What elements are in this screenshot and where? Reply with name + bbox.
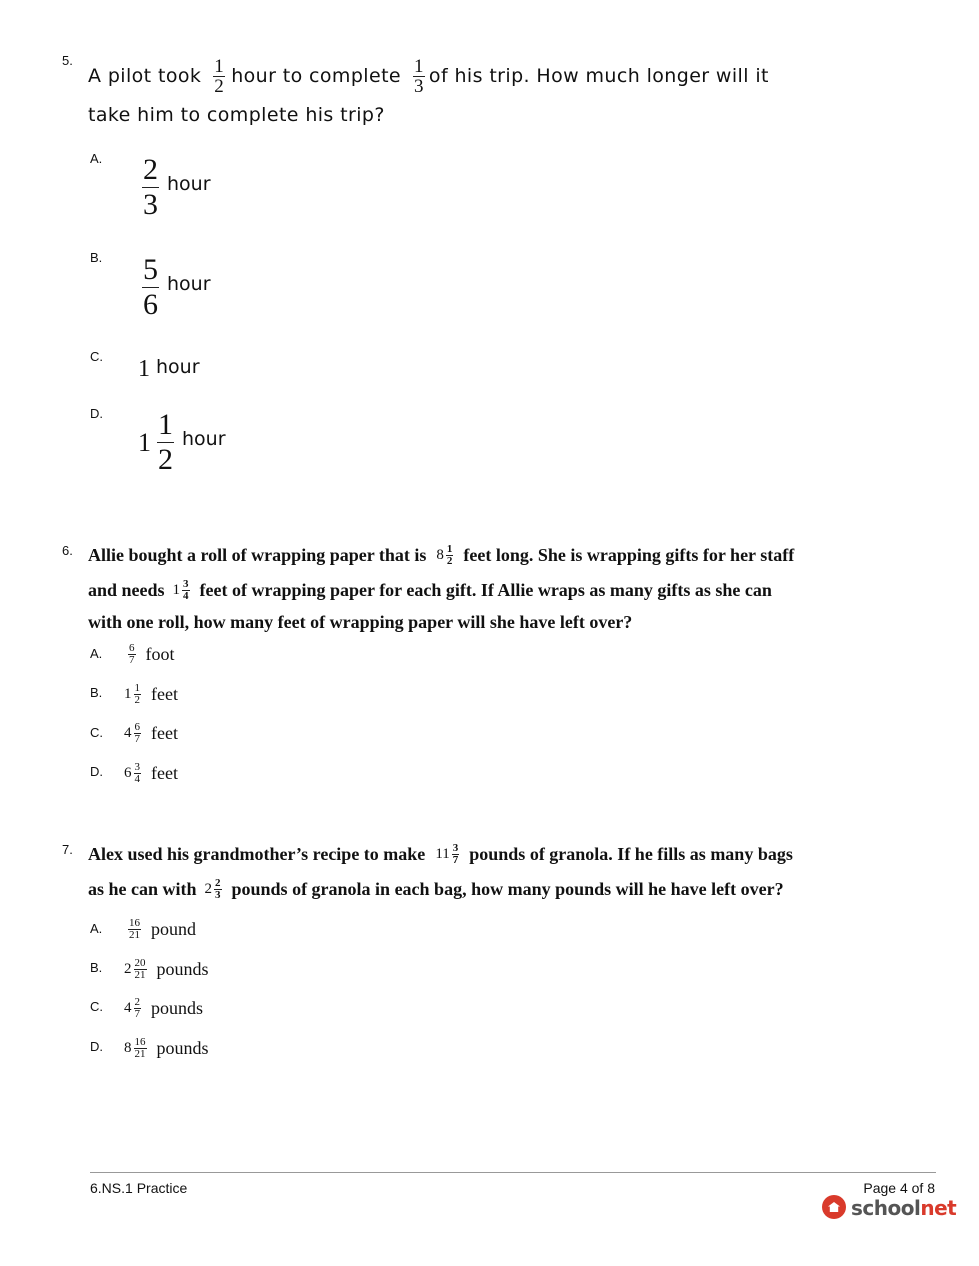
footer-divider (90, 1172, 936, 1173)
q6-option-b-label[interactable]: B. (90, 685, 103, 700)
q7-option-b-unit: pounds (156, 959, 209, 979)
q7-text-3: as he can with (88, 878, 197, 899)
q7-text-2: pounds of granola. If he fills as many bags (469, 843, 793, 864)
q6-text-5: with one roll, how many feet of wrapping paper will she have left over? (88, 612, 633, 632)
q7-option-d-label[interactable]: D. (90, 1039, 103, 1054)
q7-mixed-1: 11 $\frac{3}{7}$ (435, 841, 459, 866)
question-5-line-1 (88, 54, 769, 98)
house-icon (822, 1195, 846, 1219)
question-7-line-2 (88, 874, 784, 904)
q6-option-d-whole: 6 (124, 765, 132, 781)
q7-option-c-label[interactable]: C. (90, 999, 103, 1014)
q5-option-d-whole: 1 (138, 427, 151, 457)
q6-option-c[interactable] (124, 722, 178, 745)
q6-option-b-unit: feet (151, 684, 178, 704)
q7-option-d-whole: 8 (124, 1040, 132, 1056)
q6-option-c-label[interactable]: C. (90, 725, 103, 740)
q6-option-c-fraction: $\frac{6}{7}$ (134, 721, 140, 745)
q6-mixed-2: 1 $\frac{3}{4}$ (172, 577, 189, 602)
q7-text-1: Alex used his grandmother’s recipe to make (88, 843, 426, 864)
q5-option-a-fraction: $\frac{2}{3}$ (143, 153, 158, 221)
q7-text-4: pounds of granola in each bag, how many pounds will he have left over? (231, 878, 784, 899)
q7-option-b-fraction: $\frac{20}{21}$ (134, 957, 146, 981)
q5-option-c-label[interactable]: C. (90, 349, 103, 364)
question-7-number: 7. (62, 842, 73, 857)
q7-option-a[interactable] (126, 918, 196, 941)
q5-option-b-label[interactable]: B. (90, 250, 103, 265)
q6-option-a-fraction: $\frac{6}{7}$ (129, 642, 135, 666)
question-7-line-1 (88, 839, 793, 869)
q5-fraction-2: $\frac{1}{3}$ (414, 55, 424, 97)
q5-text-4: take him to complete his trip? (88, 104, 385, 126)
q5-text-3: of his trip. How much longer will it (428, 65, 769, 87)
question-6-number: 6. (62, 543, 73, 558)
q7-option-a-unit: pound (151, 919, 196, 939)
q6-text-2: feet long. She is wrapping gifts for her staff (463, 544, 795, 565)
q6-text-3: and needs (88, 579, 165, 600)
question-6-line-2 (88, 575, 772, 605)
q7-option-d-fraction: $\frac{16}{21}$ (134, 1036, 146, 1060)
q7-option-c-whole: 4 (124, 1000, 132, 1016)
q5-option-b-unit: hour (167, 272, 211, 295)
q6-text-1: Allie bought a roll of wrapping paper that is (88, 544, 427, 565)
q6-option-b-fraction: $\frac{1}{2}$ (134, 682, 140, 706)
q7-option-d-unit: pounds (156, 1038, 209, 1058)
q7-option-c-unit: pounds (151, 998, 204, 1018)
q5-option-d-fraction: $\frac{1}{2}$ (158, 408, 173, 476)
q5-option-d[interactable] (138, 410, 226, 475)
q6-option-d-label[interactable]: D. (90, 764, 103, 779)
q5-option-c[interactable] (138, 350, 200, 383)
q5-fraction-1: $\frac{1}{2}$ (214, 55, 225, 97)
q5-option-b[interactable] (142, 255, 211, 320)
footer-title: 6.NS.1 Practice (90, 1180, 188, 1196)
q6-option-d-fraction: $\frac{3}{4}$ (134, 761, 140, 785)
q7-option-a-fraction: $\frac{16}{21}$ (129, 917, 140, 941)
q6-mixed-1: 8 $\frac{1}{2}$ (436, 542, 453, 567)
q7-mixed-2: 2 $\frac{2}{3}$ (204, 876, 221, 901)
q6-option-a[interactable] (126, 643, 175, 666)
q5-option-c-unit: hour (156, 355, 200, 378)
q5-text-2: hour to complete (231, 65, 402, 87)
q7-option-c[interactable] (124, 997, 203, 1020)
q6-option-c-whole: 4 (124, 725, 132, 741)
q5-option-a-unit: hour (167, 172, 211, 195)
q6-option-b[interactable] (124, 683, 178, 706)
q7-option-a-label[interactable]: A. (90, 921, 103, 936)
q5-option-c-whole: 1 (138, 356, 150, 382)
q7-option-c-fraction: $\frac{2}{7}$ (134, 996, 140, 1020)
q7-option-b-label[interactable]: B. (90, 960, 103, 975)
q6-option-b-whole: 1 (124, 686, 132, 702)
q5-option-b-fraction: $\frac{5}{6}$ (143, 253, 158, 321)
q5-option-a-label[interactable]: A. (90, 151, 103, 166)
q6-option-d-unit: feet (151, 763, 178, 783)
q5-text-1: A pilot took (88, 65, 202, 87)
schoolnet-logo: schoolnet (851, 1196, 957, 1220)
question-5-number: 5. (62, 53, 73, 68)
q6-option-c-unit: feet (151, 723, 178, 743)
q6-text-4: feet of wrapping paper for each gift. If Allie wraps as many gifts as she can (199, 579, 772, 600)
q7-option-b-whole: 2 (124, 961, 132, 977)
q6-option-a-label[interactable]: A. (90, 646, 103, 661)
q7-option-d[interactable] (124, 1037, 209, 1060)
q6-option-a-unit: foot (145, 644, 175, 664)
q5-option-d-label[interactable]: D. (90, 406, 103, 421)
footer-page-number: Page 4 of 8 (863, 1180, 935, 1196)
q5-option-a[interactable] (142, 155, 211, 220)
q6-option-d[interactable] (124, 762, 178, 785)
q5-option-d-unit: hour (182, 427, 226, 450)
question-6-line-1 (88, 540, 794, 570)
q7-option-b[interactable] (124, 958, 209, 981)
